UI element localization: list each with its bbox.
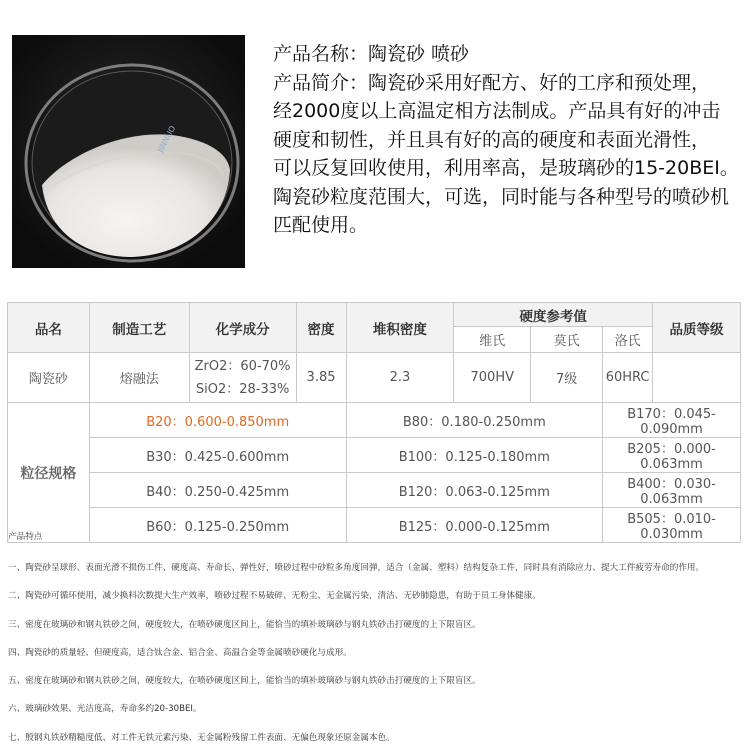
grain-cell-b60: B60：0.125-0.250mm xyxy=(89,508,346,543)
cell-name: 陶瓷砂 xyxy=(8,353,90,403)
grain-cell-b80: B80：0.180-0.250mm xyxy=(346,403,603,438)
intro-line: 产品简介：陶瓷砂采用好配方、好的工序和预处理， xyxy=(273,71,711,94)
features-section xyxy=(8,530,744,750)
grain-cell-b120: B120：0.063-0.125mm xyxy=(346,473,603,508)
feature-item: 五、密度在玻璃砂和钢丸铁砂之间，硬度较大，在喷砂硬度区间上，能恰当的填补玻璃砂与钢丸铁砂击打硬度的上下限盲区。 xyxy=(8,676,481,687)
photo-watermark: JINNUO xyxy=(155,124,178,154)
header-density: 密度 xyxy=(296,303,346,353)
feature-item: 一、陶瓷砂呈球形、表面光滑不损伤工件、硬度高、寿命长、弹性好，喷砂过程中砂粒多角度回弹，适合（金属、塑料）结构复杂工件，同时具有消除应力、提大工件疲劳寿命的作用。 xyxy=(8,563,705,573)
header-vickers: 维氏 xyxy=(454,327,531,353)
cell-mohs: 7级 xyxy=(531,353,603,403)
header-composition: 化学成分 xyxy=(189,303,296,353)
intro-line: 可以反复回收使用，利用率高，是玻璃砂的15-20BEI。 xyxy=(273,157,739,179)
header-name: 品名 xyxy=(8,303,90,353)
grain-cell-b400: B400：0.030-0.063mm xyxy=(603,473,741,508)
grain-cell-b40: B40：0.250-0.425mm xyxy=(89,473,346,508)
spec-table xyxy=(7,302,741,543)
grain-cell-b170: B170：0.045-0.090mm xyxy=(603,403,741,438)
cell-density: 3.85 xyxy=(296,353,346,403)
feature-item: 二、陶瓷砂可循环使用，减少换料次数提大生产效率，喷砂过程不易破碎、无粉尘、无金属污染，清洁、无砂肺隐患，有助于员工身体健康。 xyxy=(8,591,541,602)
ceramic-sand-dish-image xyxy=(12,35,245,268)
header-grade: 品质等级 xyxy=(653,303,741,353)
cell-process: 熔融法 xyxy=(89,353,189,403)
intro-line: 经2000度以上高温定相方法制成。产品具有好的冲击 xyxy=(273,100,721,122)
header-process: 制造工艺 xyxy=(89,303,189,353)
features-title: 产品特点 xyxy=(8,532,43,542)
grain-cell-b125: B125：0.000-0.125mm xyxy=(346,508,603,543)
composition-sio2: SiO2：28-33% xyxy=(195,381,290,397)
intro-line: 陶瓷砂粒度范围大，可选，同时能与各种型号的喷砂机 xyxy=(273,185,730,208)
intro-line: 硬度和韧性，并且具有好的高的硬度和表面光滑性， xyxy=(273,128,711,151)
feature-item: 七、殷钢丸铁砂精糙度低、对工件无铁元素污染、无金属粉残留工件表面、无偏色现象还原金属本色。 xyxy=(8,732,395,743)
header-mohs: 莫氏 xyxy=(531,327,603,353)
intro-line: 匹配使用。 xyxy=(273,214,369,236)
cell-vickers: 700HV xyxy=(454,353,531,403)
composition-zro2: ZrO2：60-70% xyxy=(194,358,291,374)
header-bulk-density: 堆积密度 xyxy=(346,303,454,353)
cell-grade xyxy=(653,353,741,403)
cell-bulk-density: 2.3 xyxy=(346,353,454,403)
feature-item: 三、密度在玻璃砂和钢丸铁砂之间，硬度较大，在喷砂硬度区间上，能恰当的填补玻璃砂与钢丸铁砂击打硬度的上下限盲区。 xyxy=(8,619,481,630)
cell-composition xyxy=(189,353,296,403)
product-intro xyxy=(273,40,743,240)
product-name-line: 产品名称：陶瓷砂 喷砂 xyxy=(273,43,470,65)
feature-item: 六、玻璃砂效果、光洁度高，寿命多约20-30BEI。 xyxy=(8,704,202,715)
grain-size-label: 粒径规格 xyxy=(8,403,90,543)
grain-cell-b205: B205：0.000-0.063mm xyxy=(603,438,741,473)
header-rockwell: 洛氏 xyxy=(603,327,653,353)
product-photo xyxy=(12,35,245,268)
grain-cell-b100: B100：0.125-0.180mm xyxy=(346,438,603,473)
grain-cell-b30: B30：0.425-0.600mm xyxy=(89,438,346,473)
grain-cell-b505: B505：0.010-0.030mm xyxy=(603,508,741,543)
cell-rockwell: 60HRC xyxy=(603,353,653,403)
header-hardness-ref: 硬度参考值 xyxy=(454,303,653,327)
feature-item: 四、陶瓷砂的质量轻、但硬度高，适合钛合金、铝合金、高温合金等金属喷砂硬化与成形。 xyxy=(8,647,352,658)
grain-cell-b20: B20：0.600-0.850mm xyxy=(89,403,346,438)
